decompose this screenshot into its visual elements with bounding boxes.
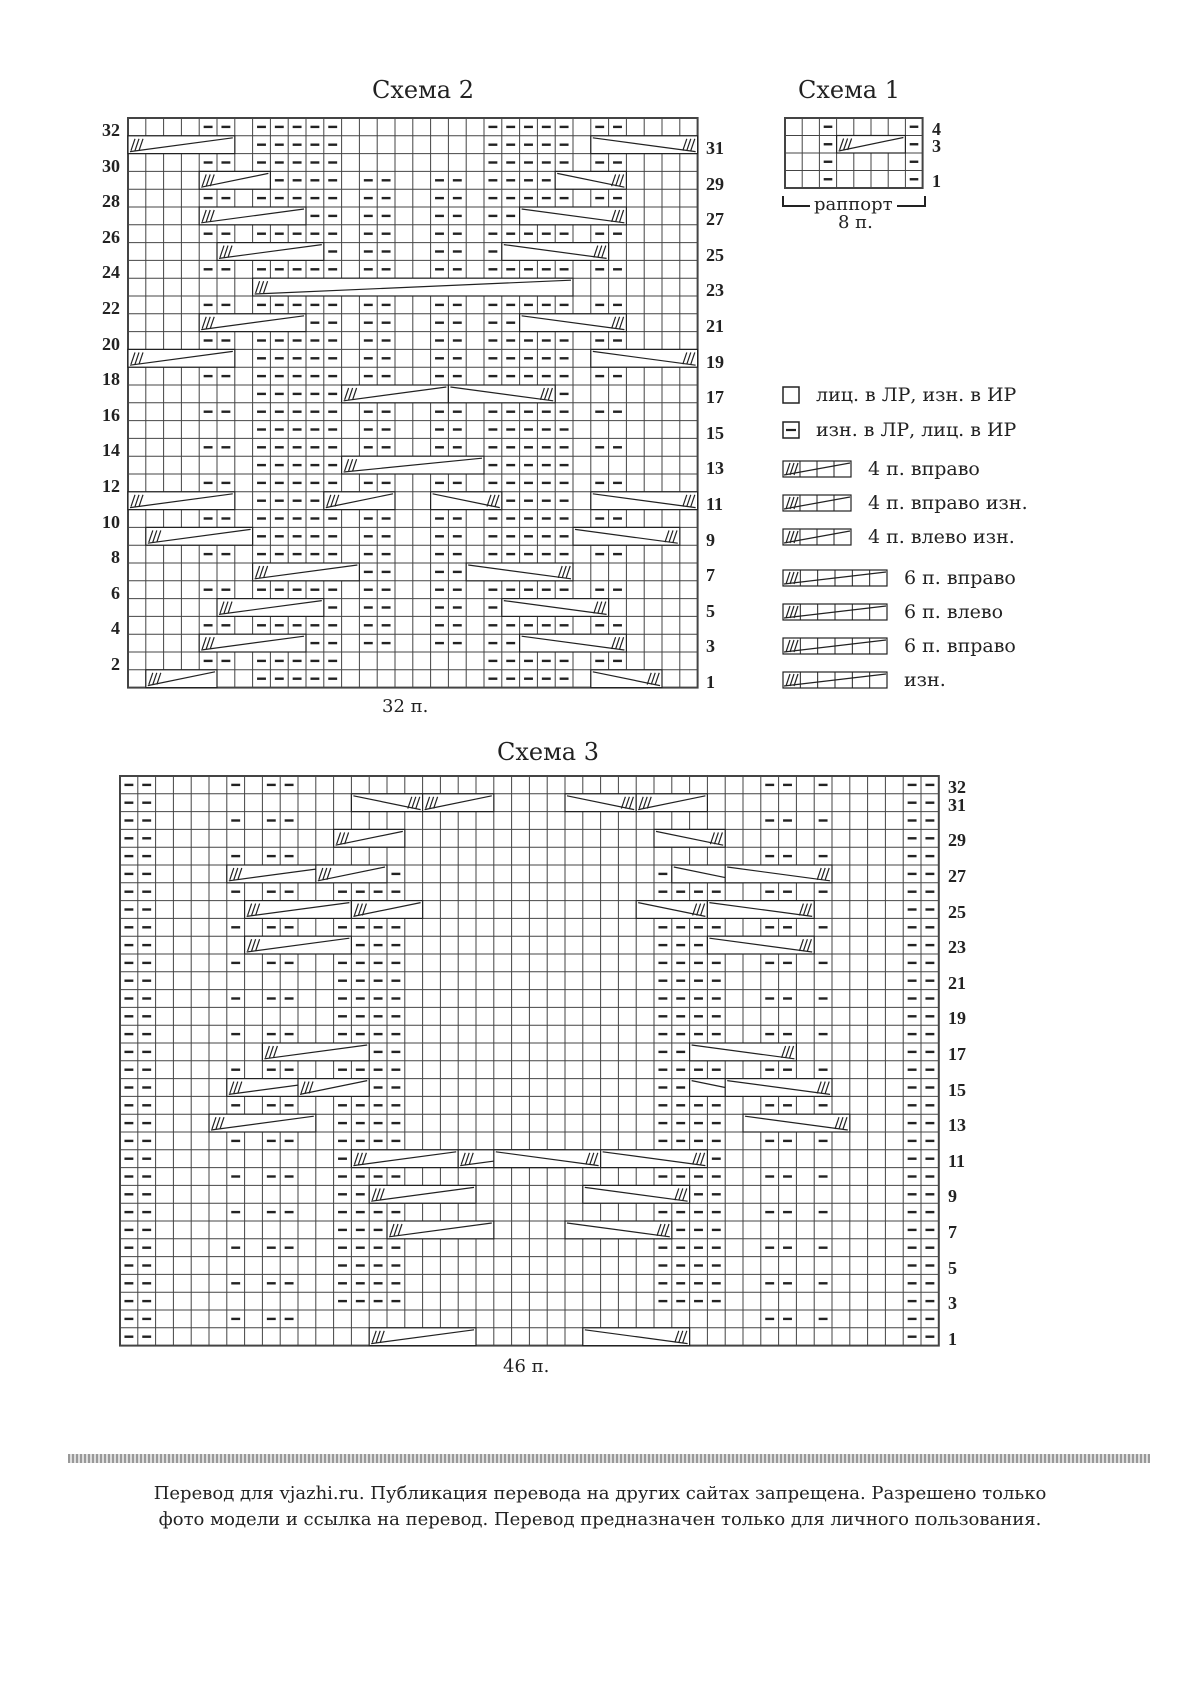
scheme-2-left-row-number: 20 <box>102 333 120 354</box>
scheme-3-right-row-number: 17 <box>948 1044 966 1064</box>
legend-label: 4 п. вправо <box>868 458 980 480</box>
scheme-2-right-row-number: 7 <box>706 565 715 586</box>
scheme-1-right-row-number: 3 <box>932 136 941 156</box>
rapport-label: раппорт <box>810 194 897 215</box>
scheme-2-right-row-number: 3 <box>706 636 715 657</box>
legend-label: лиц. в ЛР, изн. в ИР <box>816 384 1017 406</box>
legend-label: изн. в ЛР, лиц. в ИР <box>816 419 1017 441</box>
scheme-3-right-row-number: 3 <box>948 1293 957 1314</box>
scheme-3-right-row-number: 11 <box>948 1150 966 1171</box>
scheme-3-title: Схема 3 <box>497 738 599 766</box>
scheme-2-left-row-number: 28 <box>102 191 120 212</box>
scheme-2-left-row-number: 30 <box>102 155 120 176</box>
scheme-2-right-row-number: 19 <box>706 351 724 372</box>
scheme-1-right-row-number: 1 <box>932 171 941 191</box>
scheme-3-right-row-number: 32 <box>948 777 966 797</box>
scheme-2-left-row-number: 8 <box>111 547 120 568</box>
scheme-3-right-row-number: 21 <box>948 972 966 993</box>
scheme-2-right-row-number: 27 <box>706 209 724 230</box>
cable-6-purl-icon <box>782 671 888 689</box>
scheme-2-right-row-number: 23 <box>706 280 724 301</box>
legend-label: 4 п. влево изн. <box>868 526 1015 548</box>
scheme-2-right-row-number: 5 <box>706 600 715 621</box>
scheme-3-right-row-number: 29 <box>948 830 966 851</box>
cable-4-right-purl-icon <box>782 494 852 512</box>
footer-divider <box>68 1454 1150 1463</box>
scheme-2-grid <box>128 118 698 690</box>
cable-4-right-icon <box>782 460 852 478</box>
legend-label: 6 п. вправо <box>904 635 1016 657</box>
scheme-3-right-row-number: 9 <box>948 1186 957 1207</box>
scheme-2-right-row-number: 21 <box>706 316 724 336</box>
scheme-3-right-row-number: 15 <box>948 1079 966 1100</box>
scheme-2-left-row-number: 26 <box>102 226 120 247</box>
scheme-1-grid <box>785 118 925 192</box>
footer-line-2: фото модели и ссылка на перевод. Перевод предназначен только для личного пользования. <box>158 1509 1042 1530</box>
scheme-2-left-row-number: 22 <box>102 298 120 318</box>
legend-label: изн. <box>904 669 946 691</box>
cable-6-right-alt-icon <box>782 637 888 655</box>
scheme-3-right-row-number: 5 <box>948 1257 957 1278</box>
scheme-2-left-row-number: 2 <box>111 654 120 674</box>
scheme-2-left-row-number: 10 <box>102 511 120 532</box>
scheme-3-right-row-number: 23 <box>948 937 966 958</box>
scheme-2-left-row-number: 12 <box>102 476 120 496</box>
scheme-3-right-row-number: 13 <box>948 1115 966 1136</box>
cable-6-left-icon <box>782 603 888 621</box>
scheme-2-stitch-count: 32 п. <box>382 696 429 717</box>
legend-label: 6 п. влево <box>904 601 1004 623</box>
scheme-2-left-row-number: 4 <box>111 618 120 639</box>
scheme-3-right-row-number: 1 <box>948 1328 957 1349</box>
cable-6-right-icon <box>782 569 888 587</box>
scheme-1-right-row-number: 4 <box>932 119 941 139</box>
scheme-2-left-row-number: 6 <box>111 582 120 603</box>
scheme-2-right-row-number: 15 <box>706 422 724 443</box>
scheme-2-right-row-number: 31 <box>706 138 724 158</box>
scheme-2-right-row-number: 1 <box>706 672 715 692</box>
scheme-1-stitch-count: 8 п. <box>838 212 873 233</box>
scheme-3-right-row-number: 27 <box>948 866 966 886</box>
legend-label: 6 п. вправо <box>904 567 1016 589</box>
scheme-3-right-row-number: 19 <box>948 1008 966 1029</box>
scheme-3-grid <box>120 776 940 1348</box>
scheme-3-right-row-number: 31 <box>948 794 966 815</box>
scheme-2-left-row-number: 16 <box>102 404 120 425</box>
scheme-2-right-row-number: 11 <box>706 494 724 514</box>
legend-knit-box <box>783 387 799 403</box>
scheme-2-right-row-number: 17 <box>706 387 724 408</box>
scheme-2-right-row-number: 9 <box>706 529 715 550</box>
scheme-3-stitch-count: 46 п. <box>503 1356 550 1377</box>
scheme-2-left-row-number: 32 <box>102 120 120 140</box>
scheme-2-left-row-number: 14 <box>102 440 120 461</box>
legend-label: 4 п. вправо изн. <box>868 492 1028 514</box>
scheme-2-left-row-number: 24 <box>102 262 120 283</box>
scheme-2-right-row-number: 29 <box>706 173 724 194</box>
footer-line-1: Перевод для vjazhi.ru. Публикация перевода на других сайтах запрещена. Разрешено только <box>153 1483 1047 1504</box>
knit-square-icon <box>782 386 800 404</box>
scheme-3-right-row-number: 7 <box>948 1222 957 1242</box>
scheme-2-left-row-number: 18 <box>102 369 120 390</box>
scheme-2-title: Схема 2 <box>372 76 474 104</box>
scheme-3-right-row-number: 25 <box>948 901 966 922</box>
purl-square-icon <box>782 421 800 439</box>
scheme-2-right-row-number: 13 <box>706 458 724 479</box>
cable-4-left-purl-icon <box>782 528 852 546</box>
scheme-2-right-row-number: 25 <box>706 244 724 265</box>
scheme-1-title: Схема 1 <box>798 76 900 104</box>
